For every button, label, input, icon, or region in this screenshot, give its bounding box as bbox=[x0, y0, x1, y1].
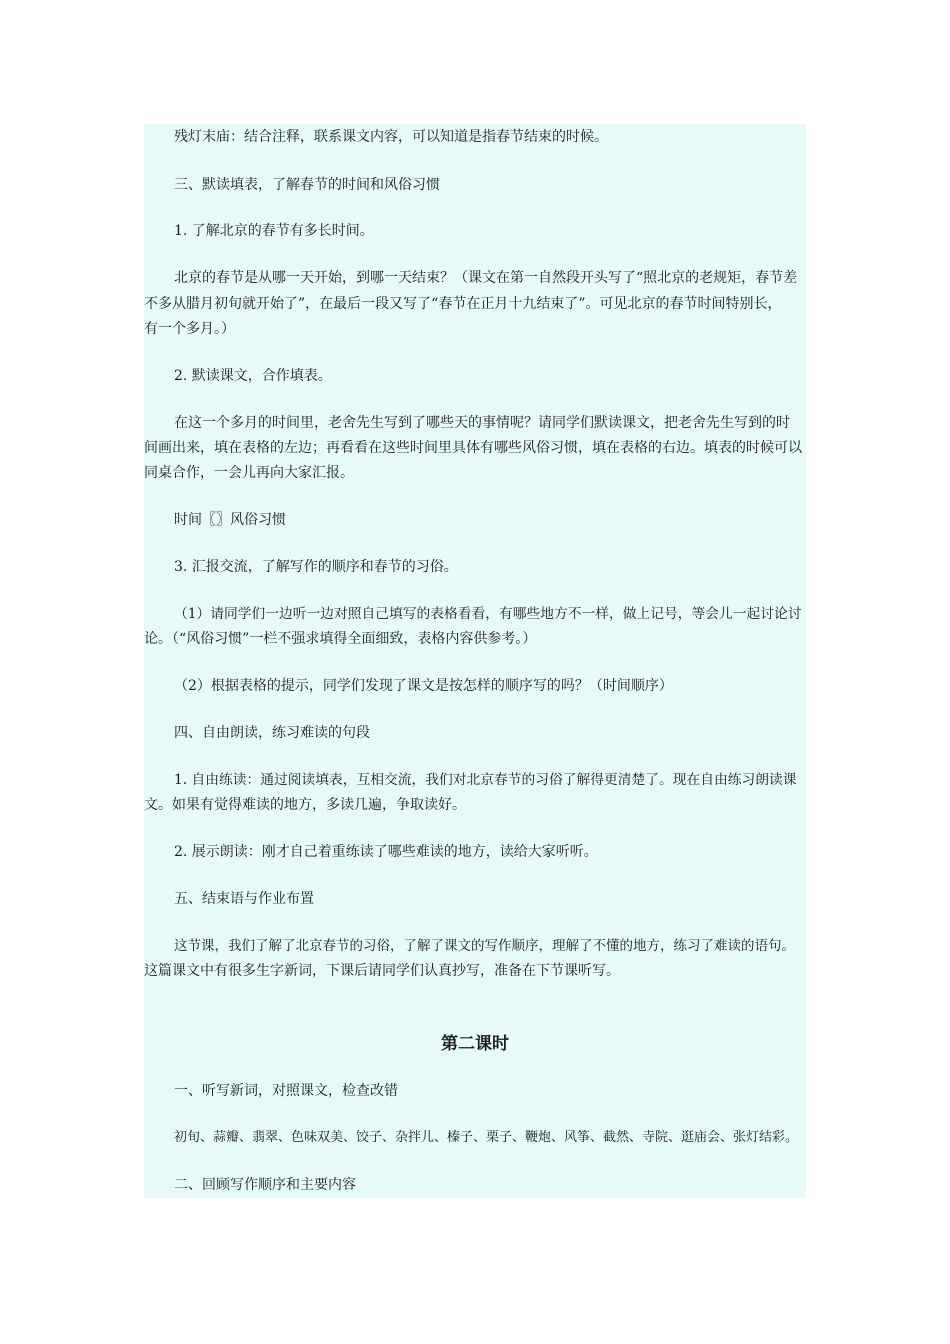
paragraph-line: 间画出来，填在表格的左边；再看看在这些时间里具体有哪些风俗习惯，填在表格的右边。填表的时候可以 bbox=[144, 440, 802, 456]
paragraph-line: 文。如果有觉得难读的地方，多读几遍，争取读好。 bbox=[144, 797, 466, 813]
paragraph-line: 同桌合作，一会儿再向大家汇报。 bbox=[144, 465, 354, 481]
paragraph-line: （1）请同学们一边听一边对照自己填写的表格看看，有哪些地方不一样，做上记号，等会儿一起讨论讨 bbox=[174, 606, 802, 622]
paragraph-line: 不多从腊月初旬就开始了”，在最后一段又写了“春节在正月十九结束了”。可见北京的春节时间特别长， bbox=[144, 296, 782, 312]
paragraph-line: 论。（“风俗习惯”一栏不强求填得全面细致，表格内容供参考。） bbox=[144, 631, 537, 647]
paragraph-line: 1. 自由练读：通过阅读填表，互相交流，我们对北京春节的习俗了解得更清楚了。现在自由练习朗读课 bbox=[174, 772, 797, 788]
vocabulary-list: 初旬、蒜瓣、翡翠、色味双美、饺子、杂拌儿、榛子、栗子、鞭炮、风筝、截然、寺院、逛庙会、张灯结彩。 bbox=[174, 1130, 799, 1145]
table-header-line: 时间〖〗风俗习惯 bbox=[174, 512, 286, 528]
paragraph-line: 残灯末庙：结合注释，联系课文内容，可以知道是指春节结束的时候。 bbox=[174, 129, 608, 145]
step-heading: 2. 默读课文，合作填表。 bbox=[174, 368, 332, 384]
paragraph-line: 这篇课文中有很多生字新词，下课后请同学们认真抄写，准备在下节课听写。 bbox=[144, 963, 620, 979]
paragraph-line: （2）根据表格的提示，同学们发现了课文是按怎样的顺序写的吗？（时间顺序） bbox=[174, 678, 673, 694]
paragraph-line: 北京的春节是从哪一天开始，到哪一天结束？（课文在第一自然段开头写了“照北京的老规矩，春节差 bbox=[174, 270, 798, 286]
lesson-title: 第二课时 bbox=[441, 1034, 509, 1054]
step-heading: 1. 了解北京的春节有多长时间。 bbox=[174, 223, 374, 239]
paragraph-line: 2. 展示朗读：刚才自己着重练读了哪些难读的地方，读给大家听听。 bbox=[174, 844, 598, 860]
step-heading: 3. 汇报交流，了解写作的顺序和春节的习俗。 bbox=[174, 559, 458, 575]
section-heading: 五、结束语与作业布置 bbox=[174, 891, 314, 907]
section-heading: 二、回顾写作顺序和主要内容 bbox=[174, 1177, 356, 1193]
paragraph-line: 这节课，我们了解了北京春节的习俗，了解了课文的写作顺序，理解了不懂的地方，练习了难读的语句。 bbox=[174, 938, 795, 954]
section-heading: 四、自由朗读，练习难读的句段 bbox=[174, 725, 370, 741]
paragraph-line: 在这一个多月的时间里，老舍先生写到了哪些天的事情呢？请同学们默读课文，把老舍先生写到的时 bbox=[174, 415, 790, 431]
section-heading: 一、听写新词，对照课文，检查改错 bbox=[174, 1083, 398, 1099]
paragraph-line: 有一个多月。） bbox=[144, 321, 235, 337]
section-heading: 三、默读填表，了解春节的时间和风俗习惯 bbox=[174, 177, 440, 193]
